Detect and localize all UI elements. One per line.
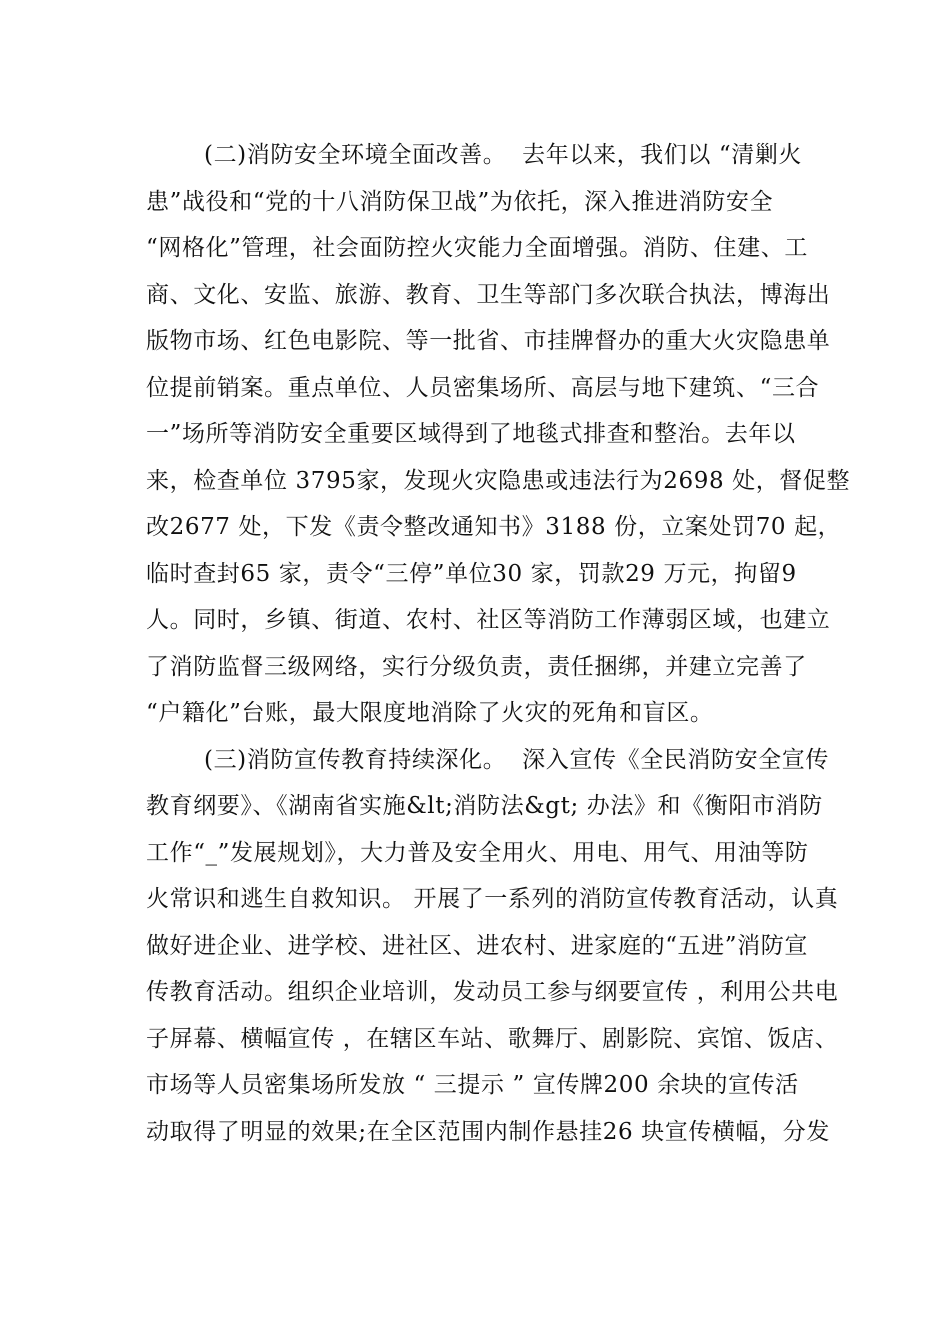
paragraph-first-line: (二)消防安全环境全面改善。 去年以来，我们以 “清剿火 <box>204 142 803 168</box>
paragraph-line: 工作“_”发展规划》，大力普及安全用火、用电、用气、用油等防 <box>146 840 809 866</box>
paragraph-line: 子屏幕、横幅宣传 ，在辖区车站、歌舞厅、剧影院、宾馆、饭店、 <box>146 1026 839 1052</box>
paragraph-line: 患”战役和“党的十八消防保卫战”为依托，深入推进消防安全 <box>146 189 774 215</box>
paragraph-line: 了消防监督三级网络，实行分级负责，责任捆绑，并建立完善了 <box>146 654 807 680</box>
paragraph-line: 来，检查单位 3795家，发现火灾隐患或违法行为2698 处，督促整 <box>146 468 851 494</box>
paragraph-line: 教育纲要》、《湖南省实施&lt;消防法&gt; 办法》和《衡阳市消防 <box>146 793 823 819</box>
paragraph-line: 改2677 处，下发《责令整改通知书》3188 份，立案处罚70 起， <box>146 514 842 540</box>
paragraph-line: 临时查封65 家，责令“三停”单位30 家，罚款29 万元，拘留9 <box>146 561 797 587</box>
paragraph-line: 人。同时，乡镇、街道、农村、社区等消防工作薄弱区域，也建立 <box>146 607 831 633</box>
paragraph-line: 市场等人员密集场所发放 “ 三提示 ” 宣传牌200 余块的宣传活 <box>146 1072 799 1098</box>
paragraph-line: “户籍化”台账，最大限度地消除了火灾的死角和盲区。 <box>146 700 714 726</box>
paragraph-line: 商、文化、安监、旅游、教育、卫生等部门多次联合执法，博海出 <box>146 282 831 308</box>
paragraph-line: “网格化”管理，社会面防控火灾能力全面增强。消防、住建、工 <box>146 235 808 261</box>
paragraph-line: 位提前销案。重点单位、人员密集场所、高层与地下建筑、“三合 <box>146 375 820 401</box>
paragraph-first-line: (三)消防宣传教育持续深化。 深入宣传《全民消防安全宣传 <box>204 747 829 773</box>
paragraph-line: 做好进企业、进学校、进社区、进农村、进家庭的“五进”消防宣 <box>146 933 808 959</box>
paragraph-line: 一”场所等消防安全重要区域得到了地毯式排查和整治。去年以 <box>146 421 796 447</box>
paragraph-line: 版物市场、红色电影院、等一批省、市挂牌督办的重大火灾隐患单 <box>146 328 831 354</box>
paragraph-line: 传教育活动。组织企业培训，发动员工参与纲要宣传 ，利用公共电 <box>146 979 839 1005</box>
paragraph-line: 动取得了明显的效果;在全区范围内制作悬挂26 块宣传横幅，分发 <box>146 1119 830 1145</box>
paragraph-line: 火常识和逃生自救知识。 开展了一系列的消防宣传教育活动，认真 <box>146 886 839 912</box>
